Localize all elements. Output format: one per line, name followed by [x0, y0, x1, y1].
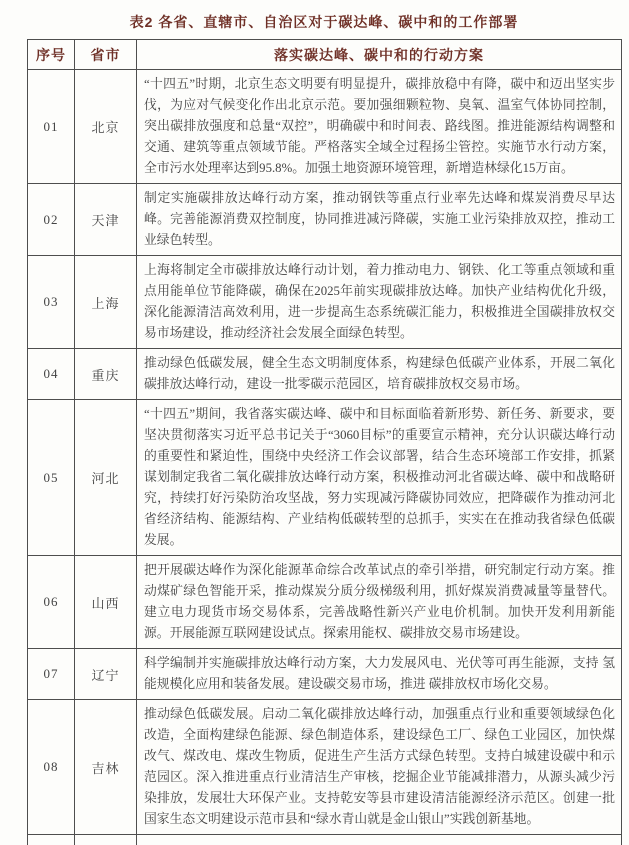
province-cell: 重庆 — [75, 349, 137, 400]
carbon-deployment-table — [27, 39, 622, 845]
province-cell — [75, 835, 137, 845]
header-cell-no: 序号 — [28, 40, 75, 70]
plan-cell: 把开展碳达峰作为深化能源革命综合改革试点的牵引举措，研究制定行动方案。推动煤矿绿色智能开采，推动煤炭分质分级梯级利用，抓好煤炭消费减量等量替代。建立电力现货市场交易体系，完善战略性新兴产业电价机制。加快开发利用新能源。开展能源互联网建设试点。探索用能权、碳排放交易市场建设。 — [137, 556, 622, 649]
row-number-cell: 05 — [28, 400, 75, 556]
header-cell-plan: 落实碳达峰、碳中和的行动方案 — [137, 40, 622, 70]
province-cell: 北京 — [75, 70, 137, 184]
table-row — [28, 556, 622, 649]
table-row — [28, 649, 622, 700]
row-number-cell: 01 — [28, 70, 75, 184]
plan-cell: 科学编制并实施碳排放达峰行动方案，大力发展风电、光伏等可再生能源，支持 氢能规模化应用和装备发展。建设碳交易市场，推进 碳排放权市场化交易。 — [137, 649, 622, 700]
row-number-cell — [28, 835, 75, 845]
province-cell: 上海 — [75, 256, 137, 349]
table-row — [28, 700, 622, 835]
plan-cell: 上海将制定全市碳排放达峰行动计划，着力推动电力、钢铁、化工等重点领域和重点用能单位节能降碳，确保在2025年前实现碳排放达峰。加快产业结构优化升级，深化能源清洁高效利用，进一步提高生态系统碳汇能力，积极推进全国碳排放权交易市场建设，推动经济社会发展全面绿色转型。 — [137, 256, 622, 349]
plan-cell: 推动绿色低碳发展。启动二氧化碳排放达峰行动，加强重点行业和重要领域绿色化改造，全面构建绿色能源、绿色制造体系，建设绿色工厂、绿色工业园区，加快煤改气、煤改电、煤改生物质，促进生产生活方式绿色转型。支持白城建设碳中和示范园区。深入推进重点行业清洁生产审核，挖掘企业节能减排潜力，从源头减少污染排放，发展壮大环保产业。支持乾安等县市建设清洁能源经济示范区。创建一批国家生态文明建设示范市县和“绿水青山就是金山银山”实践创新基地。 — [137, 700, 622, 835]
province-cell: 吉林 — [75, 700, 137, 835]
table-title: 表2 各省、直辖市、自治区对于碳达峰、碳中和的工作部署 — [129, 14, 519, 30]
row-number-cell: 02 — [28, 184, 75, 256]
table-header-row — [28, 40, 622, 70]
province-cell: 天津 — [75, 184, 137, 256]
plan-cell: “十四五”期间，我省落实碳达峰、碳中和目标面临着新形势、新任务、新要求，要坚决贯彻落实习近平总书记关于“3060目标”的重要宣示精神，充分认识碳达峰行动的重要性和紧迫性，围绕中央经济工作会议部署，结合生态环境部工作安排，抓紧谋划制定我省二氧化碳排放达峰行动方案，积极推动河北省碳达峰、碳中和战略研究，持续打好污染防治攻坚战，努力实现减污降碳协同效应，把降碳作为推动河北省经济结构、能源结构、产业结构低碳转型的总抓手，实实在在推动我省绿色低碳发展。 — [137, 400, 622, 556]
row-number-cell: 06 — [28, 556, 75, 649]
table-row — [28, 400, 622, 556]
province-cell: 山西 — [75, 556, 137, 649]
plan-cell: 推动绿色低碳发展，健全生态文明制度体系，构建绿色低碳产业体系，开展二氧化碳排放达峰行动，建设一批零碳示范园区，培育碳排放权交易市场。 — [137, 349, 622, 400]
row-number-cell: 04 — [28, 349, 75, 400]
table-row — [28, 184, 622, 256]
province-cell: 河北 — [75, 400, 137, 556]
province-cell: 辽宁 — [75, 649, 137, 700]
table-row — [28, 70, 622, 184]
plan-cell: 制定实施碳排放达峰行动方案，推动钢铁等重点行业率先达峰和煤炭消费尽早达峰。完善能源消费双控制度，协同推进减污降碳，实施工业污染排放双控，推动工业绿色转型。 — [137, 184, 622, 256]
table-row — [28, 256, 622, 349]
row-number-cell: 08 — [28, 700, 75, 835]
row-number-cell: 03 — [28, 256, 75, 349]
plan-cell — [137, 835, 622, 845]
table-row — [28, 349, 622, 400]
plan-cell: “十四五”时期，北京生态文明要有明显提升，碳排放稳中有降，碳中和迈出坚实步伐，为应对气候变化作出北京示范。要加强细颗粒物、臭氧、温室气体协同控制，突出碳排放强度和总量“双控”，明确碳中和时间表、路线图。推进能源结构调整和交通、建筑等重点领域节能。严格落实全域全过程扬尘管控。实施节水行动方案，全市污水处理率达到95.8%。加强土地资源环境管理，新增造林绿化15万亩。 — [137, 70, 622, 184]
header-cell-province: 省市 — [75, 40, 137, 70]
row-number-cell: 07 — [28, 649, 75, 700]
table-row-partial — [28, 835, 622, 845]
